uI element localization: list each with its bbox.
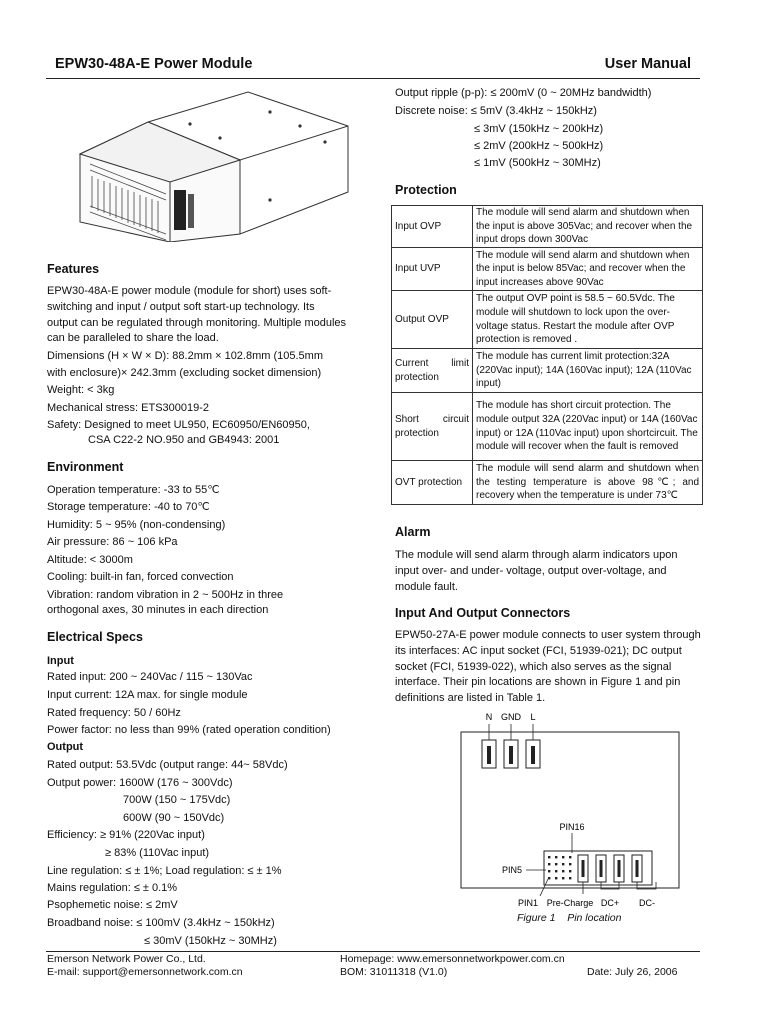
table-row: [392, 206, 703, 248]
protection-name: Output OVP: [392, 291, 473, 349]
input-spec-line: Input current: 12A max. for single module: [47, 689, 248, 701]
footer-rule: [46, 951, 700, 952]
protection-name: Input OVP: [392, 206, 473, 248]
protection-name: Input UVP: [392, 248, 473, 291]
dimensions-line-1: Dimensions (H × W × D): 88.2mm × 102.8mm (105.5mm: [47, 350, 323, 362]
footer-date: Date: July 26, 2006: [587, 966, 678, 978]
output-spec-line: 700W (150 ~ 175Vdc): [123, 794, 231, 806]
environment-heading: Environment: [47, 460, 124, 474]
output-spec-line: Rated output: 53.5Vdc (output range: 44~ 58Vdc): [47, 759, 288, 771]
input-subheading: Input: [47, 655, 74, 667]
document-type: User Manual: [604, 56, 691, 72]
footer-bom: BOM: 31011318 (V1.0): [340, 966, 448, 978]
pin16-label: PIN16: [559, 822, 585, 832]
pin1-label: PIN1: [517, 898, 539, 908]
table-row: [392, 291, 703, 349]
document-title: EPW30-48A-E Power Module: [55, 56, 253, 72]
output-spec-line: Line regulation: ≤ ± 1%; Load regulation: ≤ ± 1%: [47, 865, 282, 877]
env-line: Operation temperature: -33 to 55℃: [47, 484, 220, 496]
safety-line-2: CSA C22-2 NO.950 and GB4943: 2001: [88, 434, 280, 446]
protection-desc: The module will send alarm and shutdown when the testing temperature is above 98℃; and recovery when the temperature is under 73℃: [473, 461, 703, 505]
discrete-noise-line: ≤ 3mV (150kHz ~ 200kHz): [474, 123, 604, 135]
pin-label-n: N: [485, 712, 493, 722]
connectors-paragraph: EPW50-27A-E power module connects to user system through its interfaces: AC input socket (FCI, 51939-021); DC output socket (FCI, 51939-022), which also serves as the signal interface. Their pin locations are shown in Figure 1 and pin definitions are listed in Table 1.: [395, 629, 701, 705]
discrete-noise-line: ≤ 2mV (200kHz ~ 500kHz): [474, 140, 604, 152]
pin5-label: PIN5: [502, 865, 523, 875]
env-line: Altitude: < 3000m: [47, 554, 133, 566]
output-spec-line: ≥ 83% (110Vac input): [105, 847, 210, 859]
env-line: Cooling: built-in fan, forced convection: [47, 571, 234, 583]
protection-desc: The output OVP point is 58.5 ~ 60.5Vdc. The module will shutdown to lock upon the over-voltage status. Restart the module after OVP protection is removed .: [473, 291, 703, 349]
protection-desc: The module has current limit protection:32A (220Vac input); 14A (160Vac input); 12A (110Vac input): [473, 349, 703, 393]
electrical-specs-heading: Electrical Specs: [47, 630, 143, 644]
pin-location-diagram: [460, 708, 700, 910]
figure-caption: Figure 1 Pin location: [517, 912, 622, 924]
protection-desc: The module has short circuit protection. The module output 32A (220Vac input) or 14A (160Vac input) or 12A (110Vac input) upon shortcircuit. The module will recover when the fault is removed: [473, 393, 703, 461]
output-ripple: Output ripple (p-p): ≤ 200mV (0 ~ 20MHz bandwidth): [395, 87, 652, 99]
input-spec-line: Power factor: no less than 99% (rated operation condition): [47, 724, 331, 736]
protection-name: Short circuit protection: [392, 393, 473, 461]
weight: Weight: < 3kg: [47, 384, 115, 396]
input-spec-line: Rated frequency: 50 / 60Hz: [47, 707, 181, 719]
table-row: [392, 349, 703, 393]
power-module-illustration: [70, 82, 360, 242]
footer-homepage[interactable]: Homepage: www.emersonnetworkpower.com.cn: [340, 953, 565, 965]
output-spec-line: 600W (90 ~ 150Vdc): [123, 812, 225, 824]
protection-name: OVT protection: [392, 461, 473, 505]
discrete-noise-line: ≤ 1mV (500kHz ~ 30MHz): [474, 157, 601, 169]
output-spec-line: Psophemetic noise: ≤ 2mV: [47, 899, 178, 911]
protection-name: Current limit protection: [392, 349, 473, 393]
env-line: Air pressure: 86 ~ 106 kPa: [47, 536, 178, 548]
pin-label-gnd: GND: [501, 712, 521, 722]
features-paragraph: EPW30-48A-E power module (module for short) uses soft-switching and input / output soft start-up technology. Its output can be regulated through monitoring. Multiple modules can be paralleled to share the load.: [47, 285, 347, 345]
alarm-paragraph: The module will send alarm through alarm indicators upon input over- and under- voltage, output over-voltage, and module fault.: [395, 549, 678, 593]
protection-heading: Protection: [395, 183, 457, 197]
dc-minus-label: DC-: [639, 898, 655, 908]
output-subheading: Output: [47, 741, 84, 753]
output-spec-line: Broadband noise: ≤ 100mV (3.4kHz ~ 150kHz): [47, 917, 275, 929]
output-spec-line: Mains regulation: ≤ ± 0.1%: [47, 882, 178, 894]
table-row: [392, 461, 703, 505]
footer-company: Emerson Network Power Co., Ltd.: [47, 953, 206, 965]
env-line: Storage temperature: -40 to 70℃: [47, 501, 210, 513]
table-row: [392, 248, 703, 291]
discrete-noise: Discrete noise: ≤ 5mV (3.4kHz ~ 150kHz): [395, 105, 597, 117]
protection-desc: The module will send alarm and shutdown when the input is above 305Vac; and recover when the input drops down 300Vac: [473, 206, 703, 248]
table-row: [392, 393, 703, 461]
output-spec-line: Efficiency: ≥ 91% (220Vac input): [47, 829, 205, 841]
dc-plus-label: DC+: [600, 898, 620, 908]
connectors-heading: Input And Output Connectors: [395, 606, 571, 620]
protection-desc: The module will send alarm and shutdown when the input is below 85Vac; and recover when the input increases above 90Vac: [473, 248, 703, 291]
output-spec-line: ≤ 30mV (150kHz ~ 30MHz): [144, 935, 277, 947]
output-spec-line: Output power: 1600W (176 ~ 300Vdc): [47, 777, 233, 789]
precharge-label: Pre-Charge: [546, 898, 594, 908]
env-line: orthogonal axes, 30 minutes in each direction: [47, 604, 269, 616]
input-spec-line: Rated input: 200 ~ 240Vac / 115 ~ 130Vac: [47, 671, 253, 683]
env-line: Humidity: 5 ~ 95% (non-condensing): [47, 519, 226, 531]
alarm-heading: Alarm: [395, 525, 431, 539]
dimensions-line-2: with enclosure)× 242.3mm (excluding socket dimension): [47, 367, 322, 379]
features-heading: Features: [47, 262, 100, 276]
protection-table: [391, 205, 703, 505]
mechanical-stress: Mechanical stress: ETS300019-2: [47, 402, 210, 414]
footer-email[interactable]: E-mail: support@emersonnetwork.com.cn: [47, 966, 243, 978]
env-line: Vibration: random vibration in 2 ~ 500Hz in three: [47, 589, 284, 601]
safety-line-1: Safety: Designed to meet UL950, EC60950/EN60950,: [47, 419, 310, 431]
header-rule: [46, 78, 700, 79]
pin-label-l: L: [530, 712, 536, 722]
